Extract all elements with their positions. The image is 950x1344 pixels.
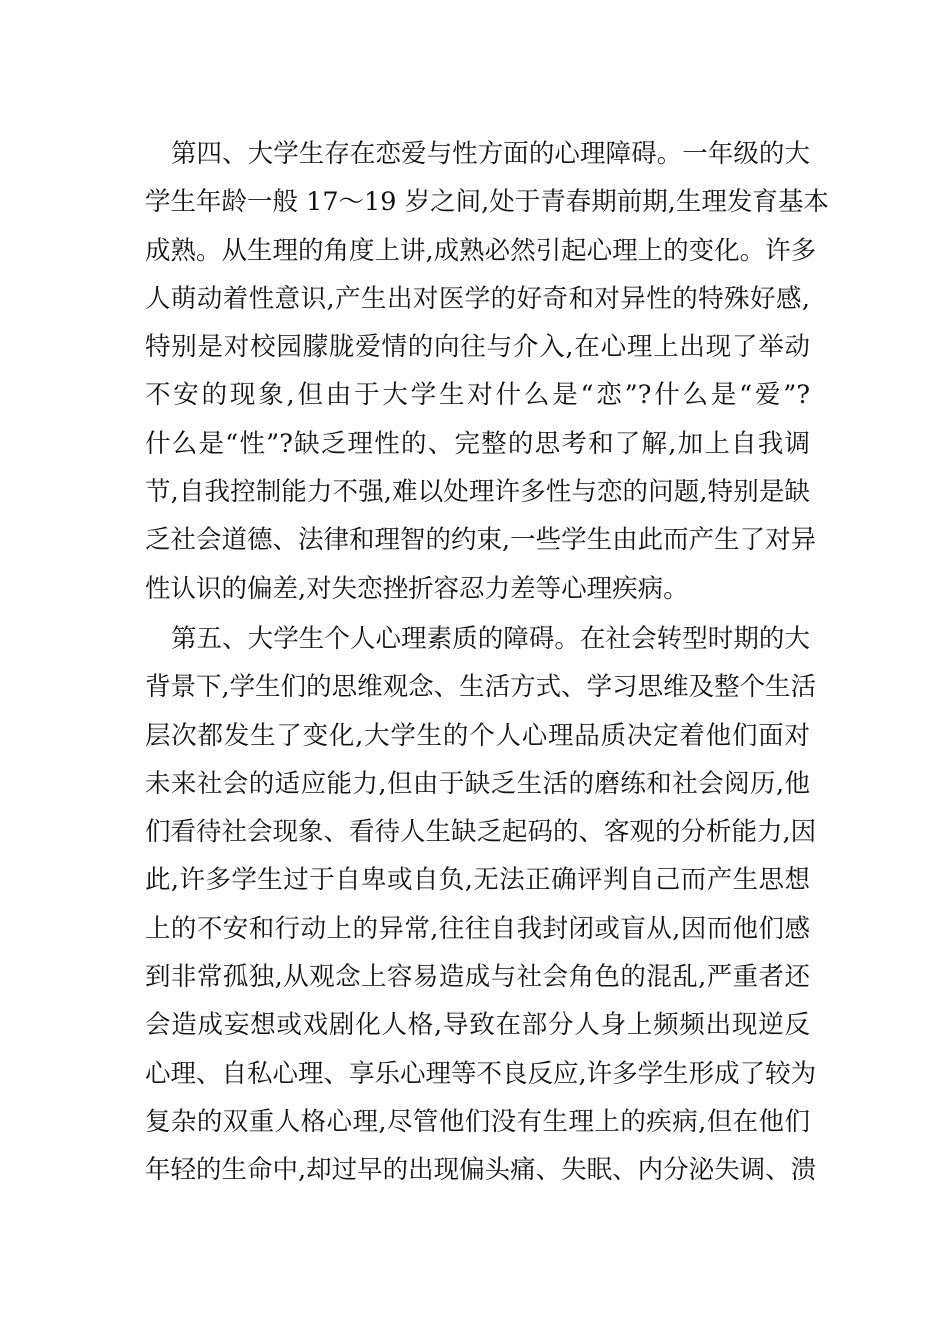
text-line: 到非常孤独,从观念上容易造成与社会角色的混乱,严重者还 bbox=[145, 962, 810, 993]
text-line: 此,许多学生过于自卑或自负,无法正确评判自己而产生思想 bbox=[145, 865, 810, 896]
text-line: 学生年龄一般 17～19 岁之间,处于青春期前期,生理发育基本 bbox=[145, 187, 829, 218]
text-line: 复杂的双重人格心理,尽管他们没有生理上的疾病,但在他们 bbox=[145, 1106, 810, 1137]
text-line: 心理、自私心理、享乐心理等不良反应,许多学生形成了较为 bbox=[145, 1058, 817, 1089]
text-line: 背景下,学生们的思维观念、生活方式、学习思维及整个生活 bbox=[145, 672, 817, 703]
text-line: 特别是对校园朦胧爱情的向往与介入,在心理上出现了举动 bbox=[145, 332, 810, 363]
text-line: 不安的现象,但由于大学生对什么是“恋”?什么是“爱”? bbox=[145, 380, 810, 411]
text-line: 年轻的生命中,却过早的出现偏头痛、失眠、内分泌失调、溃 bbox=[145, 1155, 817, 1186]
text-line: 什么是“性”?缺乏理性的、完整的思考和了解,加上自我调 bbox=[145, 428, 810, 459]
paragraph-4 bbox=[145, 130, 829, 613]
text-line: 人萌动着性意识,产生出对医学的好奇和对异性的特殊好感, bbox=[145, 283, 810, 314]
text-line: 成熟。从生理的角度上讲,成熟必然引起心理上的变化。许多 bbox=[145, 235, 817, 266]
paragraph-5 bbox=[145, 615, 817, 1195]
text-line: 会造成妄想或戏剧化人格,导致在部分人身上频频出现逆反 bbox=[145, 1010, 810, 1041]
text-line: 第四、大学生存在恋爱与性方面的心理障碍。一年级的大 bbox=[171, 139, 810, 169]
text-line: 第五、大学生个人心理素质的障碍。在社会转型时期的大 bbox=[171, 623, 810, 654]
text-line: 乏社会道德、法律和理智的约束,一些学生由此而产生了对异 bbox=[145, 525, 817, 556]
document-body bbox=[145, 130, 829, 1195]
text-line: 们看待社会现象、看待人生缺乏起码的、客观的分析能力,因 bbox=[145, 817, 817, 848]
text-line: 上的不安和行动上的异常,往往自我封闭或盲从,因而他们感 bbox=[145, 913, 810, 944]
text-line: 性认识的偏差,对失恋挫折容忍力差等心理疾病。 bbox=[145, 573, 689, 604]
text-line: 未来社会的适应能力,但由于缺乏生活的磨练和社会阅历,他 bbox=[145, 768, 810, 799]
text-line: 节,自我控制能力不强,难以处理许多性与恋的问题,特别是缺 bbox=[145, 477, 810, 508]
text-line: 层次都发生了变化,大学生的个人心理品质决定着他们面对 bbox=[145, 720, 810, 751]
